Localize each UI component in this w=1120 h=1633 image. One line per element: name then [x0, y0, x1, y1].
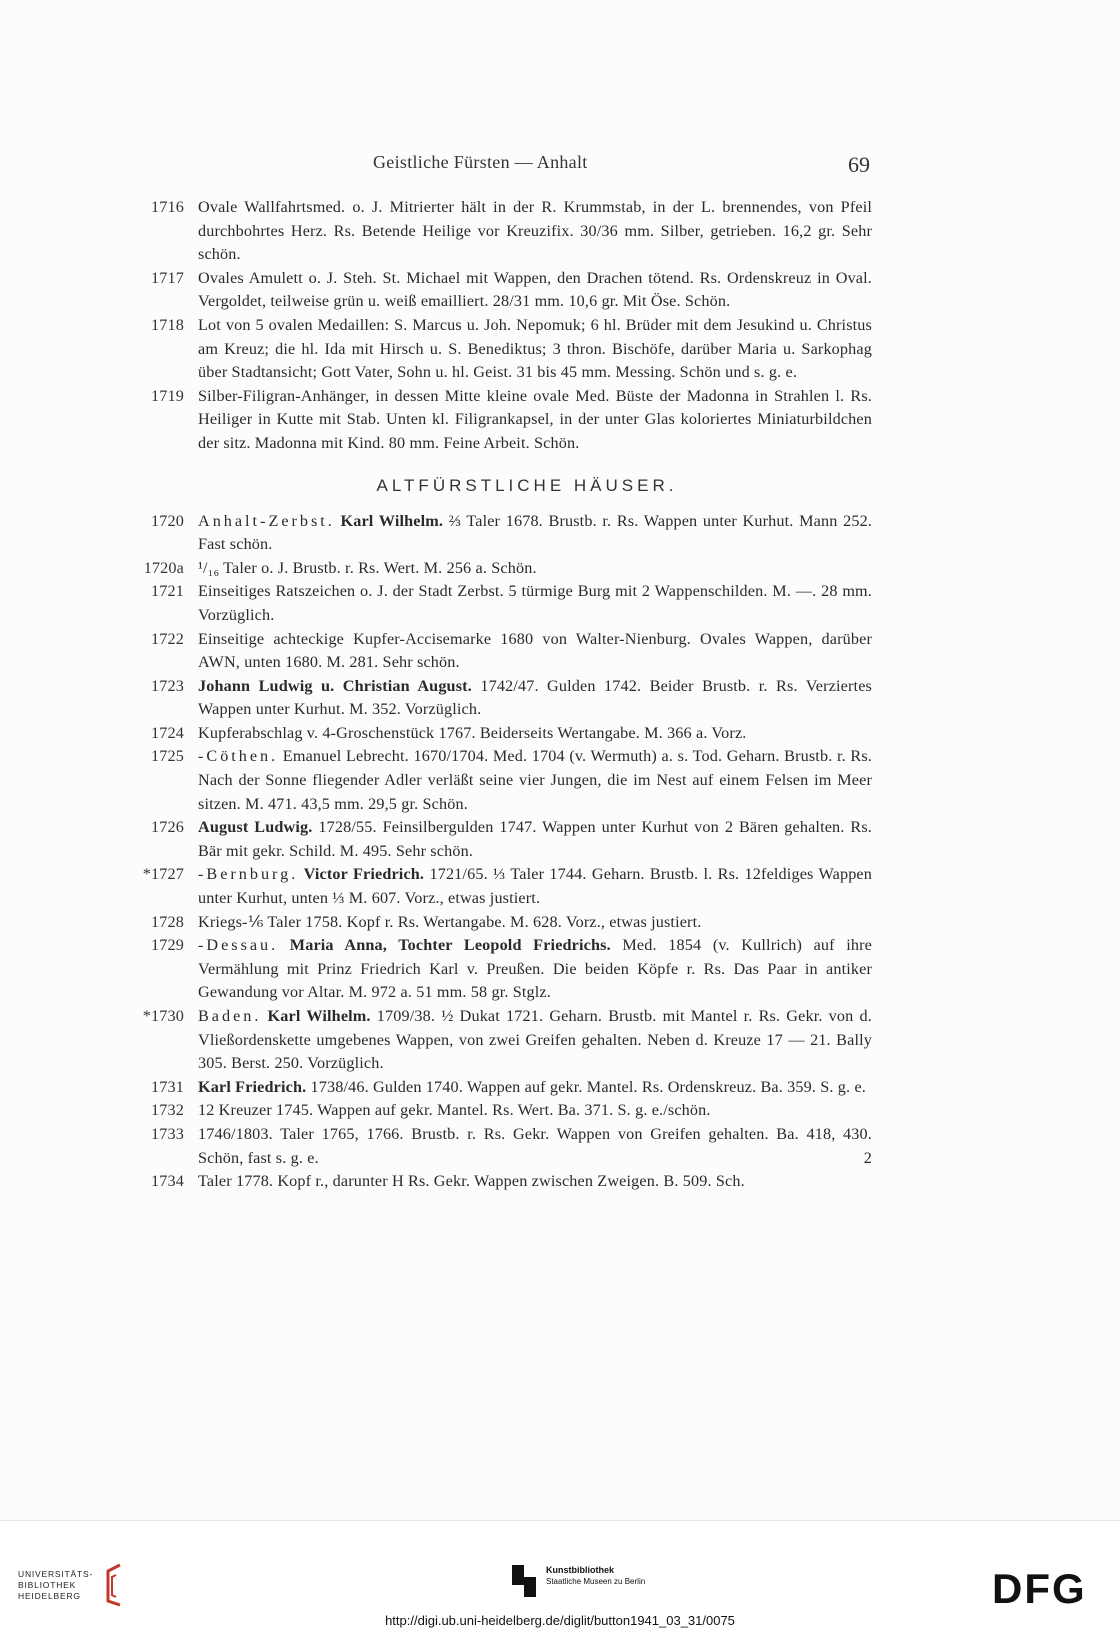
lot-number: 1724: [151, 723, 184, 742]
lot-description: [198, 510, 872, 557]
lot-description: [198, 934, 872, 1005]
library-name-line: UNIVERSITÄTS-: [18, 1569, 94, 1579]
library-name-line: HEIDELBERG: [18, 1591, 81, 1601]
kb-name: Kunstbibliothek: [546, 1565, 614, 1575]
catalog-entry: [128, 1099, 872, 1123]
lot-number: 1729: [151, 936, 184, 955]
lot-number: 1721: [151, 582, 184, 601]
ruler-name: August Ludwig.: [198, 818, 313, 837]
catalog-entry: [128, 385, 872, 456]
ruler-name: Karl Wilhelm.: [267, 1007, 371, 1025]
lot-description: [198, 1123, 872, 1170]
lot-text: 1709/38. ½ Dukat 1721. Geharn. Brustb. mit Mantel r. Rs. Gekr. von d. Vließordenskette umgebenes Wappen, von zwei Greifen gehalten. Neben d. Kreuze 17 — 21. Bally 305. Berst. 250. Vorzüglich.: [198, 1007, 872, 1073]
catalog-entry: [128, 628, 872, 675]
lot-description: Ovales Amulett o. J. Steh. St. Michael mit Wappen, den Drachen tötend. Rs. Ordenskreuz in Oval. Vergoldet, teilweise grün u. weiß emailliert. 28/31 mm. 10,6 gr. Mit Öse. Schön.: [198, 268, 872, 311]
page-number: 69: [848, 152, 870, 177]
lot-number: 1717: [151, 268, 184, 287]
catalog-entry: [128, 816, 872, 863]
lot-description: [198, 1005, 872, 1076]
lot-description: Taler 1778. Kopf r., darunter H Rs. Gekr. Wappen zwischen Zweigen. B. 509. Sch.: [198, 1172, 745, 1191]
lot-description: [198, 863, 872, 910]
lot-description: 12 Kreuzer 1745. Wappen auf gekr. Mantel. Rs. Wert. Ba. 371. S. g. e./schön.: [198, 1101, 711, 1120]
place-name: -Cöthen.: [198, 747, 279, 766]
lot-number: 1734: [151, 1172, 184, 1191]
ub-mark-icon: [98, 1563, 128, 1607]
ruler-name: Karl Friedrich.: [198, 1077, 307, 1096]
lot-number: 1716: [151, 198, 184, 216]
lot-text: 1728/55. Feinsilbergulden 1747. Wappen unter Kurhut von 2 Bären gehalten. Rs. Bär mit gekr. Schild. M. 495. Sehr schön.: [198, 818, 872, 860]
catalog-entry: [128, 1005, 872, 1076]
lot-text: 1738/46. Gulden 1740. Wappen auf gekr. Mantel. Rs. Ordenskreuz. Ba. 359. S. g. e.: [310, 1077, 866, 1096]
catalog-entry: [128, 580, 872, 627]
lot-number: 1732: [151, 1101, 184, 1120]
lot-number: 1723: [151, 676, 184, 695]
dfg-logo[interactable]: DFG: [992, 1565, 1087, 1612]
catalog-entry: [128, 911, 872, 935]
lot-number: *1730: [142, 1007, 184, 1025]
lot-text: 1746/1803. Taler 1765, 1766. Brustb. r. Rs. Gekr. Wappen von Greifen gehalten. Ba. 418, 430. Schön, fast s. g. e.: [198, 1124, 872, 1167]
catalog-entry: [128, 1170, 872, 1194]
ruler-name: Karl Wilhelm.: [340, 511, 444, 530]
catalog-entry: [128, 1123, 872, 1170]
section-heading: ALTFÜRSTLICHE HÄUSER.: [376, 475, 678, 495]
lot-description: [198, 816, 872, 863]
catalog-entries: [128, 196, 872, 1194]
lot-number: 1733: [151, 1124, 184, 1143]
lot-number: 1731: [151, 1077, 184, 1096]
lot-description: [198, 745, 872, 816]
lot-description: Kupferabschlag v. 4-Groschenstück 1767. Beiderseits Wertangabe. M. 366 a. Vorz.: [198, 723, 747, 742]
lot-description: [198, 1076, 872, 1100]
catalog-entry: [128, 863, 872, 910]
ruler-name: Maria Anna, Tochter Leopold Friedrichs.: [289, 936, 611, 955]
running-head: Geistliche Fürsten — Anhalt: [373, 152, 588, 172]
kunstbibliothek-mark-icon: [512, 1565, 538, 1599]
lot-text: 1721/65. ⅓ Taler 1744. Geharn. Brustb. l. Rs. 12feldiges Wappen unter Kurhut, unten ⅓ M. 607. Vorz., etwas justiert.: [198, 865, 873, 908]
lot-number: *1727: [142, 865, 184, 884]
lot-description: Kriegs-⅙ Taler 1758. Kopf r. Rs. Wertangabe. M. 628. Vorz., etwas justiert.: [198, 912, 702, 931]
catalog-entry: [128, 934, 872, 1005]
lot-description: Lot von 5 ovalen Medaillen: S. Marcus u. Joh. Nepomuk; 6 hl. Brüder mit dem Jesukind u. Christus am Kreuz; die hl. Ida mit Hirsch u. S. Benediktus; 3 thron. Bischöfe, darüber Maria u. Sarkophag über Stadtansicht; Gott Vater, Sohn u. hl. Geist. 31 bis 45 mm. Messing. Schön und s. g. e.: [198, 315, 872, 382]
lot-number: 1726: [151, 818, 184, 837]
kunstbibliothek-logo[interactable]: [512, 1565, 645, 1599]
place-name: Anhalt-Zerbst.: [198, 511, 335, 530]
ruler-name: Johann Ludwig u. Christian August.: [198, 676, 472, 695]
catalog-entry: [128, 510, 872, 557]
lot-description: Einseitiges Ratszeichen o. J. der Stadt Zerbst. 5 türmige Burg mit 2 Wappenschilden. M. —. 28 mm. Vorzüglich.: [198, 582, 872, 624]
catalog-entry: [128, 196, 872, 267]
lot-number: 1719: [151, 386, 184, 405]
lot-number: 1720a: [143, 558, 184, 577]
catalog-entry: [128, 314, 872, 385]
lot-number: 1718: [151, 315, 184, 334]
ruler-name: Victor Friedrich.: [303, 865, 425, 884]
ub-heidelberg-logo[interactable]: [18, 1569, 93, 1602]
permalink-url[interactable]: http://digi.ub.uni-heidelberg.de/diglit/button1941_03_31/0075: [385, 1613, 735, 1628]
lot-count: 2: [863, 1148, 872, 1167]
lot-number: 1720: [151, 511, 184, 530]
catalog-entry: [128, 557, 872, 581]
catalog-entry: [128, 745, 872, 816]
lot-number: 1725: [151, 747, 184, 766]
place-name: Baden.: [198, 1007, 262, 1025]
lot-text: Emanuel Lebrecht. 1670/1704. Med. 1704 (v. Wermuth) a. s. Tod. Geharn. Brustb. r. Rs. Nach der Sonne fliegender Adler verläßt seine vier Jungen, die im Nest auf einem Felsen im Meer sitzen. M. 471. 43,5 mm. 29,5 gr. Schön.: [198, 747, 872, 813]
catalog-entry: [128, 1076, 872, 1100]
library-name: [18, 1569, 93, 1602]
lot-number: 1728: [151, 912, 184, 931]
lot-text: 1742/47. Gulden 1742. Beider Brustb. r. Rs. Verziertes Wappen unter Kurhut. M. 352. Vorzüglich.: [198, 676, 872, 719]
kb-subtitle: Staatliche Museen zu Berlin: [546, 1577, 646, 1586]
lot-text: ⅔ Taler 1678. Brustb. r. Rs. Wappen unter Kurhut. Mann 252. Fast schön.: [198, 511, 873, 554]
lot-description: Ovale Wallfahrtsmed. o. J. Mitrierter hält in der R. Krummstab, in der L. brennendes, von Pfeil durchbohrtes Herz. Rs. Betende Heilige vor Kreuzifix. 30/36 mm. Silber, getrieben. 16,2 gr. Sehr schön.: [198, 198, 872, 264]
lot-number: 1722: [151, 629, 184, 648]
place-name: -Bernburg.: [198, 865, 299, 884]
library-name-line: BIBLIOTHEK: [18, 1580, 77, 1590]
lot-description: [198, 675, 872, 722]
lot-description: Silber-Filigran-Anhänger, in dessen Mitte kleine ovale Med. Büste der Madonna in Strahlen l. Rs. Heiliger in Kutte mit Stab. Unten kl. Filigrankapsel, in der unter Glas koloriertes Miniaturbildchen der sitz. Madonna mit Kind. 80 mm. Feine Arbeit. Schön.: [198, 386, 872, 452]
digitization-footer: [0, 1520, 1120, 1633]
place-name: -Dessau.: [198, 936, 279, 955]
catalog-entry: [128, 675, 872, 722]
catalog-entry: [128, 722, 872, 746]
catalog-entry: [128, 267, 872, 314]
lot-description: ¹/₁₆ Taler o. J. Brustb. r. Rs. Wert. M. 256 a. Schön.: [198, 558, 537, 577]
lot-description: Einseitige achteckige Kupfer-Accisemarke 1680 von Walter-Nienburg. Ovales Wappen, darüber AWN, unten 1680. M. 281. Sehr schön.: [198, 629, 872, 672]
lot-text: Med. 1854 (v. Kullrich) auf ihre Vermählung mit Prinz Friedrich Karl v. Preußen. Die beiden Köpfe r. Rs. Das Paar in antiker Gewandung vor Altar. M. 972 a. 51 mm. 58 gr. Stglz.: [198, 936, 873, 1002]
